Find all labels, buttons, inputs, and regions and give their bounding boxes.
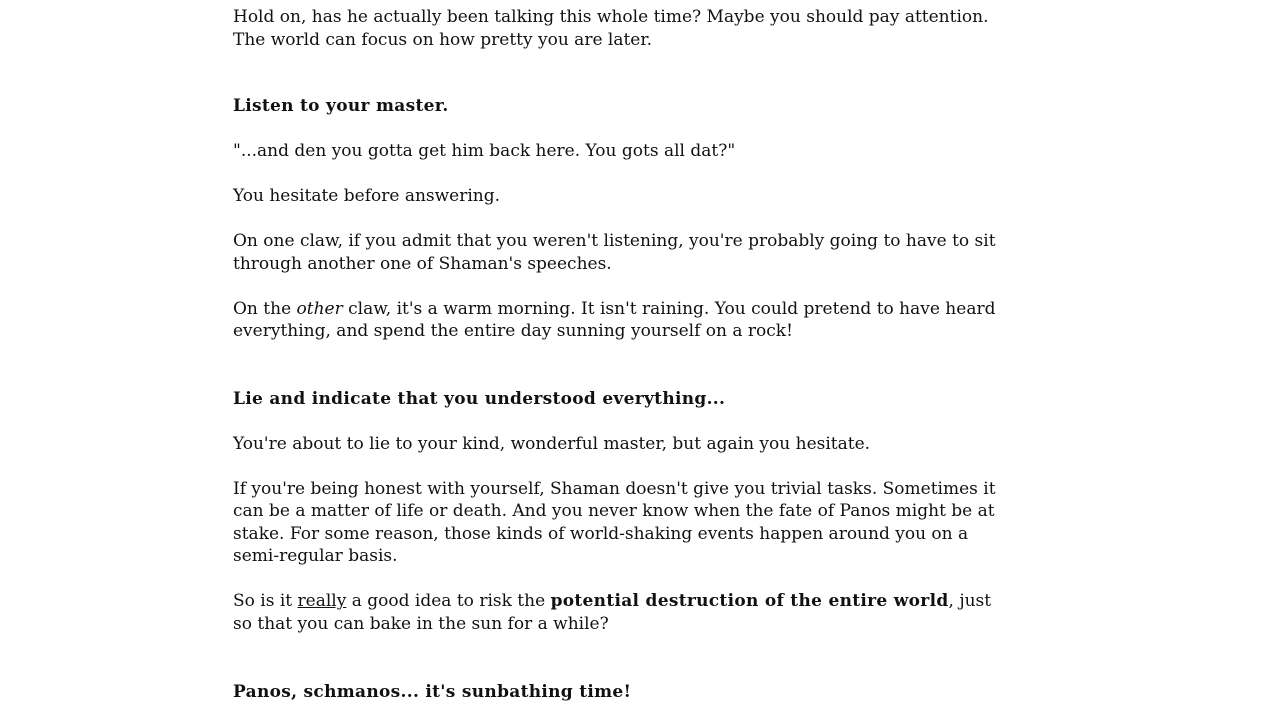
risk-text-start: So is it — [233, 591, 298, 611]
other-claw-emphasis: other — [296, 298, 343, 319]
choice-listen-to-master[interactable]: Listen to your master. — [233, 96, 449, 116]
other-claw-text-start: On the — [233, 298, 297, 319]
story-paragraph-one-claw: On one claw, if you admit that you weren't listening, you're probably going to have to sit through another one of Shaman's speeches. — [233, 231, 996, 274]
choice-lie-understood[interactable]: Lie and indicate that you understood everything... — [233, 388, 726, 409]
choice-sunbathing-time[interactable]: Panos, schmanos... it's sunbathing time! — [233, 682, 632, 702]
risk-underline-really: really — [297, 591, 347, 611]
risk-text-middle: a good idea to risk the — [346, 591, 551, 611]
other-claw-text-end: claw, it's a warm morning. It isn't raining. You could pretend to have heard everything, and spend the entire day sunning yourself on a rock! — [233, 298, 996, 341]
story-text — [233, 6, 1008, 720]
story-paragraph-attention: Hold on, has he actually been talking this whole time? Maybe you should pay attention. The world can focus on how pretty you are later. — [233, 7, 989, 50]
story-paragraph-risk — [233, 590, 1008, 635]
story-paragraph-other-claw — [233, 298, 1008, 343]
risk-strong-destruction: potential destruction of the entire world — [550, 591, 949, 611]
risk-text-end: , just so that you can bake in the sun for a while? — [233, 591, 992, 634]
story-paragraph-about-to-lie: You're about to lie to your kind, wonderful master, but again you hesitate. — [233, 433, 871, 454]
story-paragraph-honest: If you're being honest with yourself, Shaman doesn't give you trivial tasks. Sometimes it can be a matter of life or death. And you never know when the fate of Panos might be at stake. For some reason, those kinds of world-shaking events happen around you on a semi-regular basis. — [233, 478, 996, 566]
story-paragraph-master-quote: "...and den you gotta get him back here. You gots all dat?" — [233, 141, 736, 161]
story-paragraph-hesitate: You hesitate before answering. — [233, 186, 501, 206]
